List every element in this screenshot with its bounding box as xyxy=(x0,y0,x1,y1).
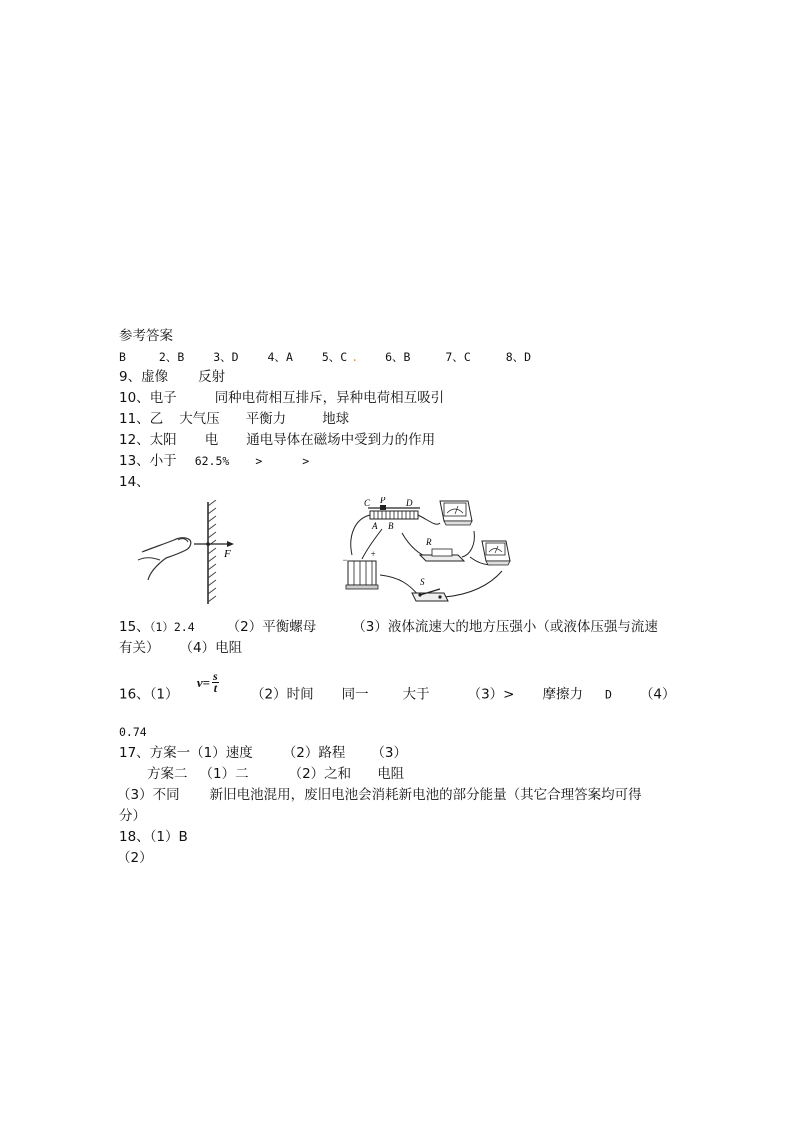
label-a: A xyxy=(372,521,378,531)
answer-q17-line4: 分） xyxy=(119,808,146,824)
battery-icon xyxy=(342,549,378,589)
mc-answer-7: 7、C xyxy=(445,350,471,364)
mc-answer-3: 3、D xyxy=(213,350,239,364)
resistor-icon xyxy=(420,537,464,561)
switch-icon xyxy=(412,577,448,601)
mc-answers-row xyxy=(119,349,531,366)
answer-q10: 10、电子 同种电荷相互排斥，异种电荷相互吸引 xyxy=(119,390,445,406)
force-label: F xyxy=(224,548,231,560)
decorative-dot: . xyxy=(351,350,359,364)
label-r: R xyxy=(426,537,432,547)
mc-answer-6: 6、B xyxy=(385,350,411,364)
label-b: B xyxy=(388,521,394,531)
formula-velocity: v= $\frac{s}{t}$ xyxy=(196,669,218,695)
answer-q16-line2: 0.74 xyxy=(119,725,147,739)
figure-circuit xyxy=(340,497,515,609)
label-c: C xyxy=(364,498,371,508)
answer-q9: 9、虚像 反射 xyxy=(119,369,226,385)
label-d: D xyxy=(406,498,413,508)
answer-q18-line1: 18、（1）B xyxy=(119,829,188,845)
figure-finger-wall xyxy=(128,500,243,608)
label-p: P xyxy=(380,497,386,505)
answer-q15-line1: 15、（1）2.4 （2）平衡螺母 （3）液体流速大的地方压强小（或液体压强与流速 xyxy=(119,619,658,635)
label-s: S xyxy=(420,577,425,587)
answer-q18-line2: （2） xyxy=(117,850,153,866)
answer-title: 参考答案 xyxy=(119,328,173,344)
mc-answer-2: 2、B xyxy=(158,350,185,364)
mc-answer-5: 5、C xyxy=(321,350,348,364)
answer-q15-line2: 有关） （4）电阻 xyxy=(119,640,243,656)
answer-q17-line2: 方案二 （1）二 （2）之和 电阻 xyxy=(147,766,405,782)
voltmeter-icon xyxy=(440,501,472,525)
answer-q17-line3: （3）不同 新旧电池混用，废旧电池会消耗新电池的部分能量（其它合理答案均可得 xyxy=(117,787,642,803)
answer-q12: 12、太阳 电 通电导体在磁场中受到力的作用 xyxy=(119,432,436,448)
mc-answer-4: 4、A xyxy=(267,350,293,364)
answer-q16-line1: 16、（1） v= $\frac{s}{t}$ （2）时间 同一 大于 （3）> 摩擦力 D （4） xyxy=(119,669,676,703)
label-minus: − xyxy=(342,555,349,565)
answer-q17-line1: 17、方案一（1）速度 （2）路程 （3） xyxy=(119,745,407,761)
answer-q11: 11、乙 大气压 平衡力 地球 xyxy=(119,411,350,427)
answer-q14: 14、 xyxy=(119,474,150,490)
ammeter-icon xyxy=(482,541,510,565)
mc-answer-1: B xyxy=(119,350,126,364)
answer-q13: 13、小于 62.5% > > xyxy=(119,453,310,469)
mc-answer-8: 8、D xyxy=(505,350,532,364)
label-plus: + xyxy=(370,549,377,559)
